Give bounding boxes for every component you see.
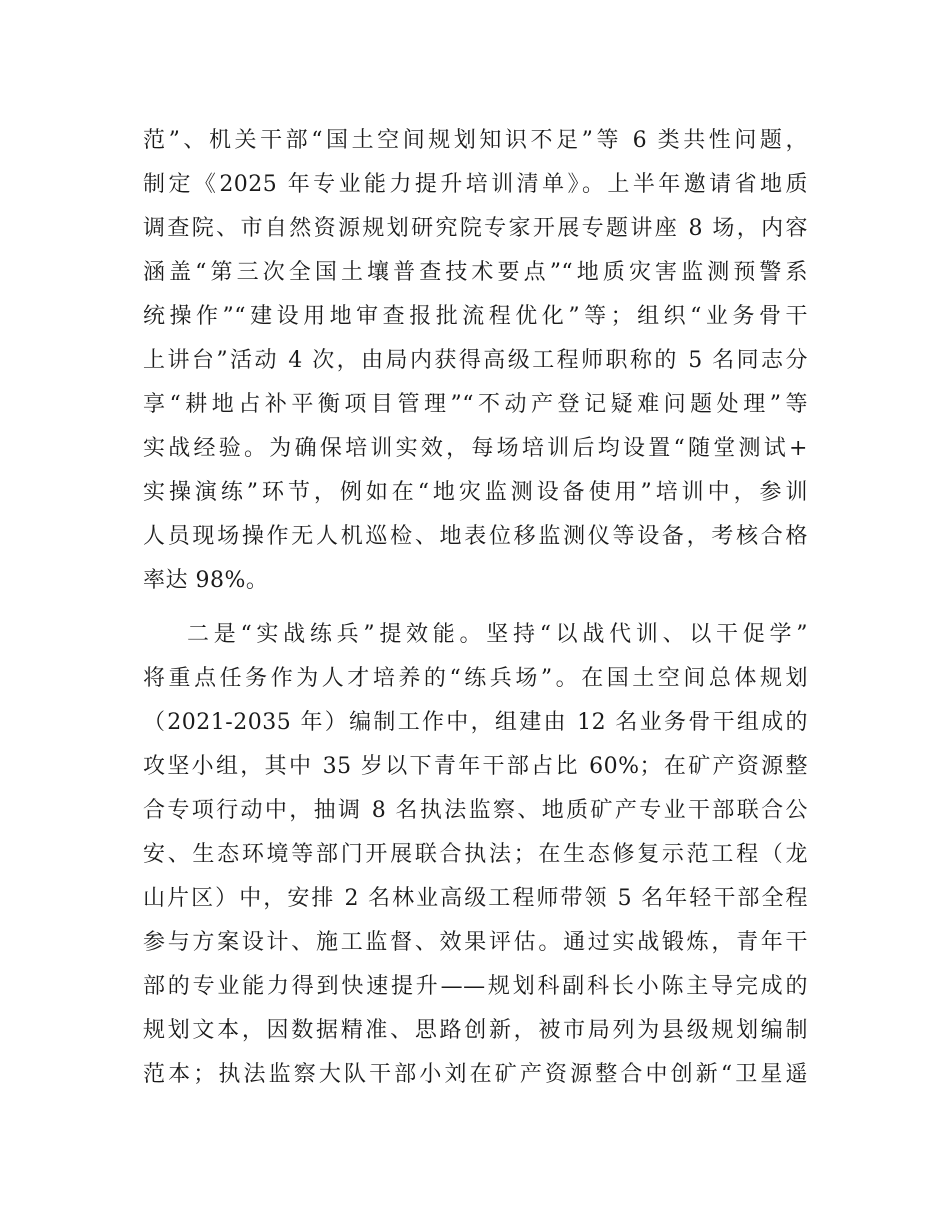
text-line: 人员现场操作无人机巡检、地表位移监测仪等设备，考核合格 (143, 524, 808, 549)
text-line: 实战经验。为确保培训实效，每场培训后均设置“随堂测试+ (143, 436, 808, 461)
text-line: 制定《2025 年专业能力提升培训清单》。上半年邀请省地质 (143, 172, 808, 197)
text-line: 调查院、市自然资源规划研究院专家开展专题讲座 8 场，内容 (143, 216, 808, 241)
document-body (143, 119, 808, 1097)
text-line: 规划文本，因数据精准、思路创新，被市局列为县级规划编制 (143, 1018, 808, 1043)
text-line: 实操演练”环节，例如在“地灾监测设备使用”培训中，参训 (143, 480, 808, 505)
text-line: 攻坚小组，其中 35 岁以下青年干部占比 60%；在矿产资源整 (143, 754, 808, 779)
text-line: 将重点任务作为人才培养的“练兵场”。在国土空间总体规划 (143, 666, 808, 691)
paragraph-1 (143, 119, 808, 603)
text-line: 部的专业能力得到快速提升——规划科副科长小陈主导完成的 (143, 974, 808, 999)
paragraph-spacer (143, 603, 808, 613)
text-line: （2021-2035 年）编制工作中，组建由 12 名业务骨干组成的 (143, 710, 808, 735)
text-line: 范”、机关干部“国土空间规划知识不足”等 6 类共性问题， (143, 128, 808, 153)
paragraph-2 (143, 613, 808, 1097)
text-line: 涵盖“第三次全国土壤普查技术要点”“地质灾害监测预警系 (143, 260, 808, 285)
text-line: 范本；执法监察大队干部小刘在矿产资源整合中创新“卫星遥 (143, 1062, 808, 1087)
text-line: 参与方案设计、施工监督、效果评估。通过实战锻炼，青年干 (143, 930, 808, 955)
text-line: 合专项行动中，抽调 8 名执法监察、地质矿产专业干部联合公 (143, 798, 808, 823)
text-line: 统操作”“建设用地审查报批流程优化”等；组织“业务骨干 (143, 304, 808, 329)
text-line: 率达 98%。 (143, 568, 269, 593)
text-line: 安、生态环境等部门开展联合执法；在生态修复示范工程（龙 (143, 842, 808, 867)
text-line: 二是“实战练兵”提效能。坚持“以战代训、以干促学” (187, 622, 808, 647)
text-line: 山片区）中，安排 2 名林业高级工程师带领 5 名年轻干部全程 (143, 886, 808, 911)
text-line: 上讲台”活动 4 次，由局内获得高级工程师职称的 5 名同志分 (143, 348, 808, 373)
text-line: 享“耕地占补平衡项目管理”“不动产登记疑难问题处理”等 (143, 392, 808, 417)
